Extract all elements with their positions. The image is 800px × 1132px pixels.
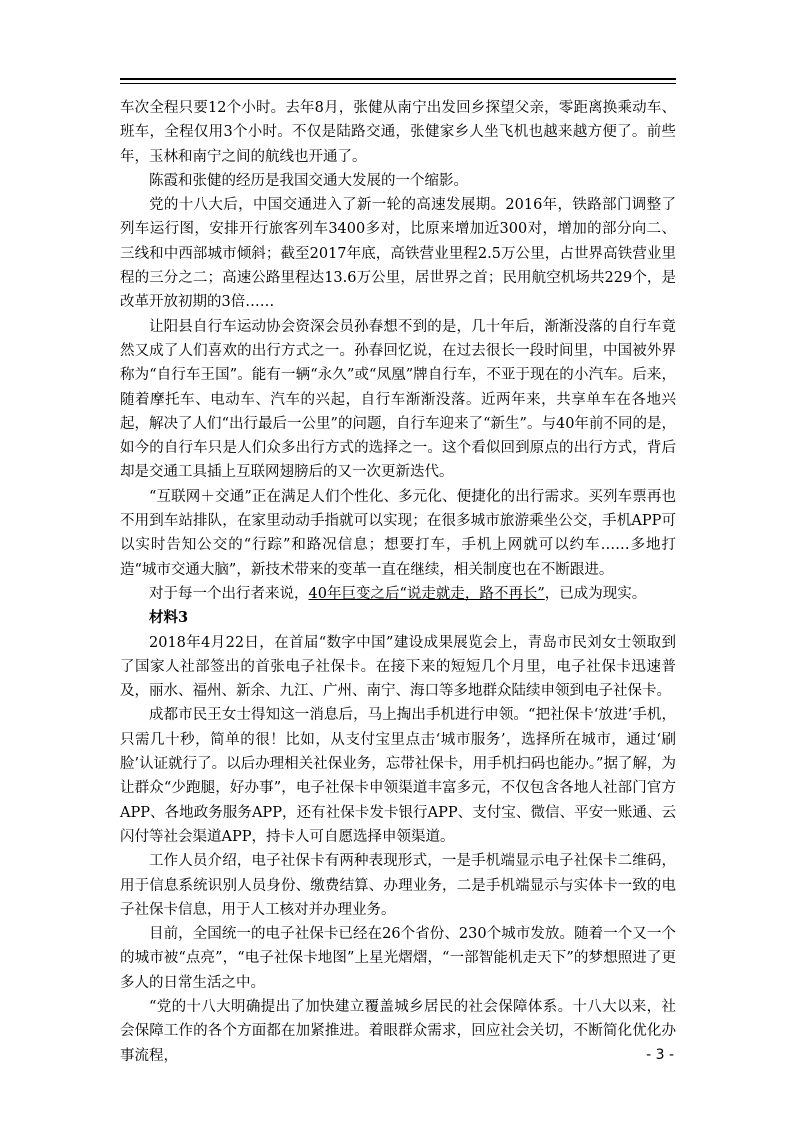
paragraph-with-underline bbox=[120, 582, 676, 606]
paragraph: 2018年4月22日，在首届“数字中国”建设成果展览会上，青岛市民刘女士领取到了国家人社部签出的首张电子社保卡。在接下来的短短几个月里，电子社保卡迅速普及，丽水、福州、新余、九江、广州、南宁、海口等多地群众陆续申领到电子社保卡。 bbox=[120, 634, 676, 700]
body-text bbox=[120, 96, 676, 1068]
paragraph: “党的十八大明确提出了加快建立覆盖城乡居民的社会保障体系。十八大以来，社会保障工作的各个方面都在加紧推进。着眼群众需求，回应社会关切，不断简化优化办事流程， bbox=[120, 998, 676, 1064]
text-span: ，已成为现实。 bbox=[544, 585, 647, 602]
section-heading: 材料3 bbox=[149, 609, 189, 627]
paragraph: “互联网＋交通”正在满足人们个性化、多元化、便捷化的出行需求。买列车票再也不用到车站排队，在家里动动手指就可以实现；在很多城市旅游乘坐公交，手机APP可以实时告知公交的“行踪”和路况信息；想要打车，手机上网就可以约车……多地打造“城市交通大脑”，新技术带来的变革一直在继续，相关制度也在不断跟进。 bbox=[120, 488, 676, 578]
paragraph: 工作人员介绍，电子社保卡有两种表现形式，一是手机端显示电子社保卡二维码，用于信息系统识别人员身份、缴费结算、办理业务，二是手机端显示与实体卡一致的电子社保卡信息，用于人工核对并办理业务。 bbox=[120, 853, 676, 918]
page-number: - 3 - bbox=[646, 1047, 674, 1063]
paragraph: 目前，全国统一的电子社保卡已经在26个省份、230个城市发放。随着一个又一个的城市被“点亮”，“电子社保卡地图”上星光熠熠，“一部智能机走天下”的梦想照进了更多人的日常生活之中。 bbox=[120, 926, 676, 991]
paragraph: 陈霞和张健的经历是我国交通大发展的一个缩影。 bbox=[149, 172, 468, 189]
paragraph: 党的十八大后，中国交通进入了新一轮的高速发展期。2016年，铁路部门调整了列车运行图，安排开行旅客列车3400多对，比原来增加近300对，增加的部分向二、三线和中西部城市倾斜；截至2017年底，高铁营业里程2.5万公里，占世界高铁营业里程的三分之二；高速公路里程达13.6万公里，居世界之首；民用航空机场共229个，是改革开放初期的3倍…… bbox=[120, 197, 676, 311]
paragraph-continued: 车次全程只要12个小时。去年8月，张健从南宁出发回乡探望父亲，零距离换乘动车、班车，全程仅用3个小时。不仅是陆路交通，张健家乡人坐飞机也越来越方便了。前些年，玉林和南宁之间的航线也开通了。 bbox=[120, 100, 676, 165]
header-rule-thin bbox=[120, 83, 676, 84]
paragraph: 让阳县自行车运动协会资深会员孙春想不到的是，几十年后，渐渐没落的自行车竟然又成了人们喜欢的出行方式之一。孙春回忆说，在过去很长一段时间里，中国被外界称为“自行车王国”。能有一辆“永久”或“凤凰”牌自行车，不亚于现在的小汽车。后来，随着摩托车、电动车、汽车的兴起，自行车渐渐没落。近两年来，共享单车在各地兴起，解决了人们“出行最后一公里”的问题，自行车迎来了“新生”。与40年前不同的是，如今的自行车只是人们众多出行方式的选择之一。这个看似回到原点的出行方式，背后却是交通工具插上互联网翅膀后的又一次更新迭代。 bbox=[120, 318, 676, 481]
text-span: 对于每一个出行者来说， bbox=[149, 585, 309, 602]
header-rule-thick bbox=[120, 78, 676, 80]
underlined-quote: 40年巨变之后“说走就走，路不再长” bbox=[308, 585, 545, 602]
paragraph: 成都市民王女士得知这一消息后，马上掏出手机进行申领。“把社保卡‘放进’手机，只需几十秒，简单的很！比如，从支付宝里点击‘城市服务’，选择所在城市，通过‘刷脸’认证就行了。以后办理相关社保业务，忘带社保卡，用手机扫码也能办。”据了解，为让群众“少跑腿，好办事”，电子社保卡申领渠道丰富多元，不仅包含各地人社部门官方APP、各地政务服务APP，还有社保卡发卡银行APP、支付宝、微信、平安一账通、云闪付等社会渠道APP，持卡人可自愿选择申领渠道。 bbox=[120, 707, 676, 845]
